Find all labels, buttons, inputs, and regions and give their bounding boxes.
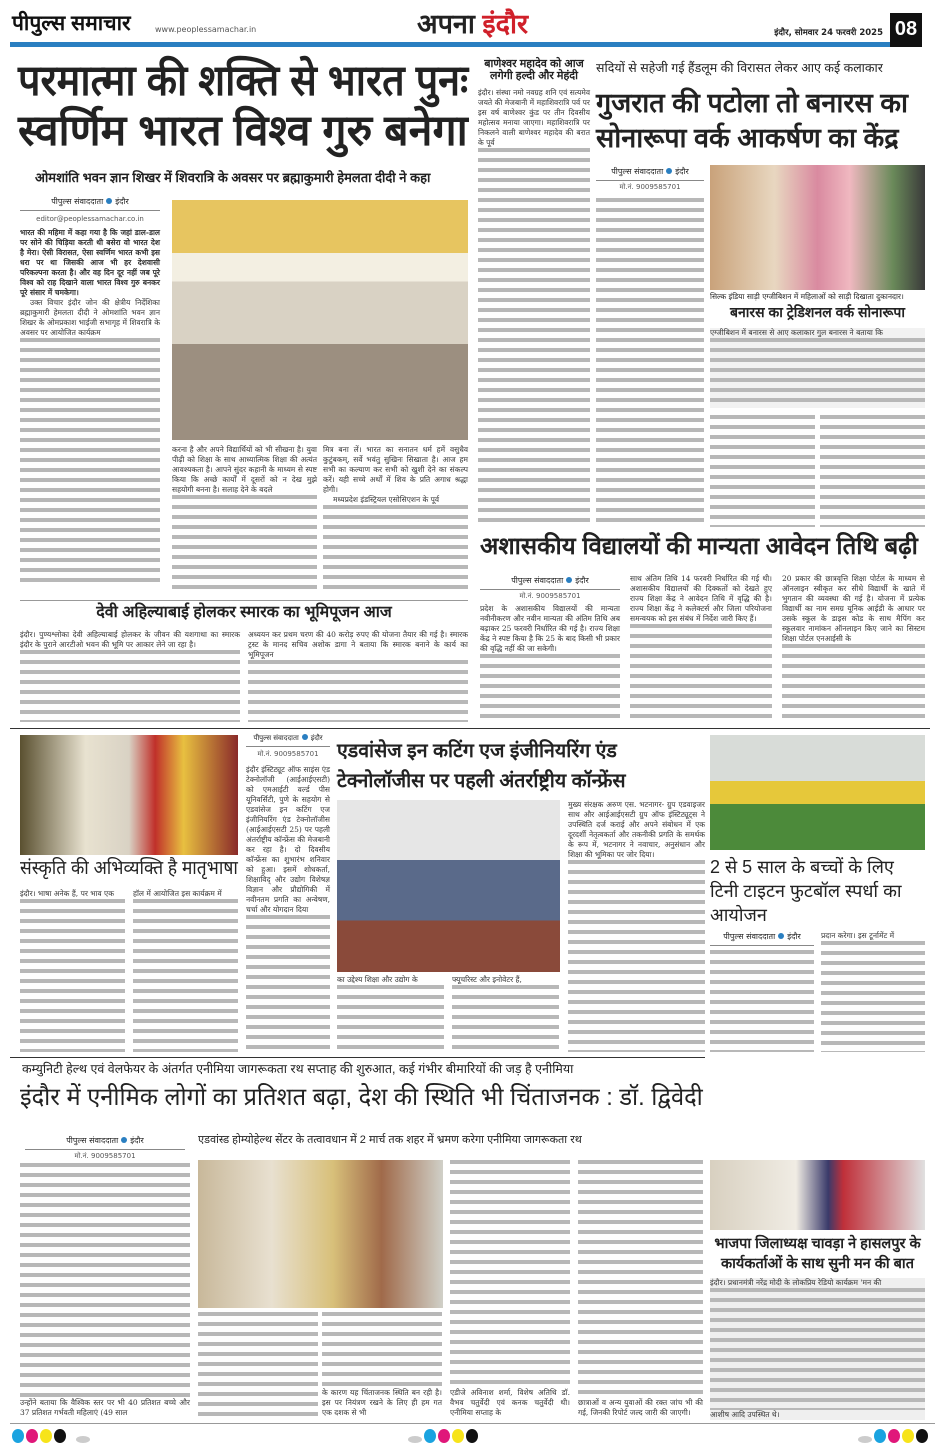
- football-photo-kids: [710, 735, 925, 850]
- lead-column-1: [20, 228, 160, 588]
- bjp-paragraph-1: इंदौर। प्रधानमंत्री नरेंद्र मोदी के लोकप्रिय रेडियो कार्यक्रम 'मन की: [710, 1278, 925, 1288]
- anemia-column-3: [322, 1312, 442, 1418]
- lead-paragraph-5: मध्यप्रदेश इंडस्ट्रियल एसोसिएशन के पूर्व: [323, 495, 468, 505]
- anemia-byline: [25, 1135, 185, 1150]
- byline-text: [51, 196, 128, 207]
- dot-icon: [778, 933, 784, 939]
- bjp-story: [710, 1234, 925, 1420]
- schools-paragraph-3: 20 प्रकार की छात्रवृत्ति शिक्षा पोर्टल के माध्यम से ऑनलाइन स्वीकृत कर सीधे विद्यार्थी के खाते में भुगतान की व्यवस्था की गई है। योजना में प्रत्येक विद्यार्थी का नाम समग्र यूनिक आईडी के आधार पर उसके स्कूल के डाइस कोड के साथ मैपिंग कर स्कूलवार नामांकन ऑनलाइन किए जाने का सिस्टम शिक्षा पोर्टल एनआईसी के: [782, 574, 925, 643]
- culture-paragraph-2: हॉल में आयोजित इस कार्यक्रम में: [133, 889, 238, 899]
- byline-city: इंदौर: [115, 197, 129, 206]
- culture-column-2: [133, 889, 238, 1052]
- byline-name: पीपुल्स संवाददाता: [511, 576, 564, 585]
- handloom-kicker-box: [596, 62, 926, 76]
- anemia-paragraph-3: एडीजे अविनाश शर्मा, विशेष अतिथि डॉ. वैभव चतुर्वेदी एवं कनक चतुर्वेदी थी। एनीमिया सप्ताह के: [450, 1388, 570, 1417]
- football-paragraph-1: प्रदान करेगा। इस टूर्नामेंट में: [821, 931, 925, 941]
- registration-marks-right: [858, 1428, 930, 1447]
- lead-photo-assembly: [172, 200, 468, 440]
- masthead-logo: पीपुल्स समाचार: [12, 12, 131, 35]
- divider: [10, 1057, 705, 1058]
- byline-text: [511, 575, 588, 586]
- anemia-photo-rally: [198, 1160, 443, 1308]
- schools-headline-box: [480, 534, 925, 560]
- conference-column-4: [568, 800, 705, 1052]
- culture-photo-lamp-lighting: [20, 735, 238, 855]
- handloom-headline-line-2: सोनारूपा वर्क आकर्षण का केंद्र: [596, 123, 899, 153]
- schools-paragraph-1: प्रदेश के अशासकीय विद्यालयों की मान्यता नवीनीकरण और नवीन मान्यता की अंतिम तिथि अब बढ़ाकर 25 फरवरी निर्धारित की गई है। राज्य शिक्षा केंद्र ने स्पष्ट किया है कि 25 के बाद किसी भी प्रकार की वृद्धि नहीं की जा सकेगी।: [480, 604, 620, 653]
- schools-mobile-box: [480, 590, 620, 601]
- handloom-subhead: बनारस का ट्रेडिशनल वर्क सोनारूपा: [730, 304, 905, 320]
- handloom-byline: [596, 166, 704, 181]
- schools-headline: अशासकीय विद्यालयों की मान्यता आवेदन तिथि बढ़ी: [480, 533, 918, 560]
- byline-name: पीपुल्स संवाददाता: [723, 932, 776, 941]
- conference-byline: [246, 734, 330, 747]
- lead-byline: [20, 196, 160, 211]
- lead-subhead: ओमशांति भवन ज्ञान शिखर में शिवरात्रि के अवसर पर ब्रह्माकुमारी हेमलता दीदी ने कहा: [35, 170, 431, 185]
- bjp-body: [710, 1278, 925, 1420]
- schools-column-1: [480, 604, 620, 722]
- culture-column-1: [20, 889, 125, 1052]
- anemia-column-5: [578, 1160, 703, 1418]
- ahilya-paragraph-2: अध्ययन कर प्रथम चरण की 40 करोड़ रुपए की योजना तैयार की गई है। स्मारक ट्रस्ट के मानद सचिव अशोक डागा ने बताया कि स्मारक बनाने के कार्य का भूमिपूजन: [248, 630, 468, 659]
- lead-headline-line-1: परमात्मा की शक्ति से भारत पुनः: [18, 57, 469, 105]
- conference-paragraph-2: मुख्य संरक्षक अरुण एस. भटनागर- ग्रुप एडवाइजर साथ और आईआईएसटी ग्रुप ऑफ इंस्टिट्यूट्स ने उपस्थिति दर्ज कराई और अपने संबोधन में एक दूरदर्शी नेतृत्वकर्ता और तकनीकी प्रगति के समर्थक के रूप में, भटनागर ने नवाचार, अनुसंधान और शिक्षा की भूमिका पर जोर दिया।: [568, 800, 705, 859]
- lead-headline-line-2: स्वर्णिम भारत विश्व गुरु बनेगा: [18, 107, 468, 155]
- byline-name: पीपुल्स संवाददाता: [253, 734, 299, 742]
- dot-icon: [302, 734, 308, 740]
- anemia-kicker-box: [22, 1063, 702, 1077]
- page-number: 08: [890, 13, 922, 47]
- anemia-column-1: [20, 1163, 190, 1418]
- schools-column-2: [630, 574, 772, 722]
- handloom-subhead-box: [710, 305, 925, 320]
- handloom-mobile: मो.नं. 9009585701: [619, 183, 681, 191]
- dot-icon: [666, 168, 672, 174]
- handloom-mobile-box: [596, 181, 704, 192]
- byline-name: पीपुल्स संवाददाता: [51, 197, 104, 206]
- conference-mobile-box: [246, 748, 330, 759]
- anemia-paragraph-2: के कारण यह चिंताजनक स्थिति बन रही है। इस पर नियंत्रण रखने के लिए ही हम गत एक दशक से भी: [322, 1388, 442, 1417]
- handloom-photo-caption-box: [710, 292, 925, 302]
- dot-icon: [121, 1137, 127, 1143]
- anemia-mobile: मो.नं. 9009585701: [74, 1152, 136, 1160]
- section-title-text: [417, 10, 528, 40]
- anemia-subhead: एडवांस्ड होम्योहेल्थ सेंटर के तत्वावधान में 2 मार्च तक शहर में भ्रमण करेगा एनीमिया जागरूकता रथ: [198, 1134, 582, 1146]
- footer-rule: [10, 1423, 935, 1424]
- schools-column-3: [782, 574, 925, 722]
- conference-photo-book-launch: [337, 800, 560, 972]
- lead-headline: [18, 56, 468, 156]
- lead-column-3: [323, 445, 468, 590]
- byline-text: [723, 931, 800, 942]
- handloom-column-3: [820, 415, 925, 527]
- sidebar-story: [478, 58, 590, 525]
- divider: [20, 600, 468, 601]
- lead-paragraph-1: भारत की महिमा में कहा गया है कि जहां डाल-डाल पर सोने की चिड़िया करती थी बसेरा वो भारत देश है मेरा। ऐसी विरासत, ऐसा स्वर्णिम भारत कभी इस धरा पर था जिसकी आज भी हर देशवासी परिकल्पना करता है। और वह दिन दूर नहीं जब पूरे विश्व को राह दिखाने वाला भारत विश्व गुरु बनकर पूरे संसार में चमकेगा।: [20, 228, 160, 297]
- divider: [10, 728, 930, 729]
- ahilya-headline: देवी अहिल्याबाई होलकर स्मारक का भूमिपूजन आज: [96, 604, 392, 621]
- byline-city: इंदौर: [310, 734, 323, 742]
- masthead-logo-box: [12, 12, 150, 35]
- culture-paragraph-1: इंदौर। भाषा अनेक हैं, पर भाव एक: [20, 889, 125, 899]
- lead-paragraph-2: उक्त विचार इंदौर जोन की क्षेत्रीय निर्देशिका ब्रह्माकुमारी हेमलता दीदी ने ओमशांति भवन ज्ञान शिखर के ओमप्रकाश भाईजी सभागृह में शिवरात्रि के अवसर पर आयोजित कार्यक्रम: [20, 298, 160, 337]
- byline-name: पीपुल्स संवाददाता: [66, 1136, 119, 1145]
- lead-email[interactable]: editor@peoplessamachar.co.in: [36, 215, 144, 223]
- anemia-column-2: [198, 1312, 318, 1418]
- ahilya-column-1: [20, 630, 240, 722]
- handloom-photo-saree: [710, 165, 925, 290]
- schools-paragraph-2: साथ अंतिम तिथि 14 फरवरी निर्धारित की गई थी। अशासकीय विद्यालयों की दिक्कतों को देखते हुए राज्य शिक्षा केंद्र ने आवेदन तिथि में वृद्धि की है। राज्य शिक्षा केंद्र ने कलेक्टर्स और जिला परियोजना समन्वयक को इस संबंध में निर्देश जारी किए हैं।: [630, 574, 772, 623]
- dot-icon: [566, 577, 572, 583]
- anemia-kicker: कम्युनिटी हेल्थ एवं वेलफेयर के अंतर्गत एनीमिया जागरूकता रथ सप्ताह की शुरुआत, कई गंभीर बीमारियों की जड़ है एनीमिया: [22, 1062, 574, 1076]
- sidebar-headline: बाणेश्वर महादेव को आज लगेगी हल्दी और मेहंदी: [484, 58, 584, 83]
- football-column-1-wrap: [710, 931, 814, 1052]
- byline-text: [66, 1135, 143, 1146]
- football-columns: [710, 931, 925, 1052]
- handloom-kicker: सदियों से सहेजी गई हैंडलूम की विरासत लेकर आए कई कलाकार: [596, 61, 883, 75]
- website-url-box: [155, 25, 275, 34]
- ahilya-headline-box: [20, 604, 468, 622]
- byline-text: [611, 166, 688, 177]
- anemia-mobile-box: [25, 1150, 185, 1161]
- conference-headline: [337, 736, 705, 796]
- conference-paragraph-1: इंदौर इंस्टिट्यूट ऑफ साइंस एंड टेक्नोलॉजी (आईआईएसटी) को एमआईटी वर्ल्ड पीस यूनिवर्सिटी, पुणे के सहयोग से एडवांसेज इन कटिंग एज इंजीनियरिंग एंड टेक्नोलॉजीस (आईआईएसटी 25) पर पहली अंतर्राष्ट्रीय कॉन्फ्रेंस की मेजबानी कर रहा है। दो दिवसीय कॉन्फ्रेंस का शुभारंभ शनिवार को हुआ। इसमें शोधकर्ता, शिक्षाविद् और उद्योग विशेषज्ञ विज्ञान और प्रौद्योगिकी में नवीनतम प्रगति का अन्वेषण, चर्चा और योगदान दिया: [246, 765, 330, 914]
- schools-byline: [480, 575, 620, 590]
- section-city: इंदौर: [482, 9, 529, 39]
- ahilya-paragraph-1: इंदौर। पुण्यश्लोका देवी अहिल्याबाई होलकर के जीवन की यशगाथा का स्मारक इंदौर के पुराने आरटीओ भवन की भूमि पर आकार लेने जा रहा है।: [20, 630, 240, 649]
- ahilya-column-2: [248, 630, 468, 722]
- byline-city: इंदौर: [130, 1136, 144, 1145]
- handloom-column-2: [710, 415, 815, 527]
- conference-paragraph-3: का उद्देश्य शिक्षा और उद्योग के: [337, 975, 444, 985]
- registration-marks-left: [12, 1428, 92, 1447]
- anemia-headline-box: [20, 1085, 703, 1112]
- schools-mobile: मो.नं. 9009585701: [519, 592, 581, 600]
- handloom-column-1: [596, 198, 704, 528]
- byline-city: इंदौर: [575, 576, 589, 585]
- football-column-1: [710, 950, 814, 1052]
- byline-text: [253, 734, 322, 743]
- byline-name: पीपुल्स संवाददाता: [611, 167, 664, 176]
- byline-city: इंदौर: [675, 167, 689, 176]
- bjp-photo-mann-ki-baat: [710, 1160, 925, 1230]
- dateline: इंदौर, सोमवार 24 फरवरी 2025: [774, 28, 883, 38]
- culture-story: [20, 859, 238, 1052]
- dateline-box: [700, 27, 883, 38]
- website-url[interactable]: www.peoplessamachar.in: [155, 25, 257, 34]
- conference-column-1: [246, 765, 330, 1052]
- handloom-paragraph: एग्जीबिशन में बनारस से आए कलाकार गुल बनारस ने बताया कि: [710, 328, 925, 338]
- handloom-headline-line-1: गुजरात की पटोला तो बनारस का: [596, 88, 908, 118]
- football-column-2: [821, 931, 925, 1052]
- anemia-column-4: [450, 1160, 570, 1418]
- anemia-paragraph-1: उन्होंने बताया कि वैश्विक स्तर पर भी 40 प्रतिशत बच्चे और 37 प्रतिशत गर्भवती महिलाएं (49 साल: [20, 1398, 190, 1417]
- bjp-headline: भाजपा जिलाध्यक्ष चावड़ा ने हासलपुर के कार्यकर्ताओं के साथ सुनी मन की बात: [714, 1236, 921, 1272]
- anemia-subhead-box: [198, 1134, 703, 1146]
- conference-paragraph-4: फ्यूचरिस्ट और इनोवेटर हैं,: [452, 975, 559, 985]
- culture-headline: संस्कृति की अभिव्यक्ति है मातृभाषा: [20, 858, 238, 879]
- handloom-photo-caption: सिल्क इंडिया साड़ी एग्जीबिशन में महिलाओं को साड़ी दिखाता दुकानदार।: [710, 292, 904, 301]
- header-rule: [10, 42, 890, 47]
- lead-email-box: [20, 213, 160, 223]
- conference-column-2: [337, 975, 444, 1052]
- lead-paragraph-4: मित्र बना लें। भारत का सनातन धर्म हमें वसुधैव कुटुंबकम्, सर्वे भवंतु सुखिनः सिखाता है। आज हम सभी का कल्याण कर सभी को खुशी देने का संकल्प करें। यही सच्चे अर्थों में शिव के प्रति अगाध श्रद्धा होगी।: [323, 445, 468, 494]
- sidebar-paragraph: इंदौर। संस्था नमो नवग्रह शनि एवं सत्यमेव जयते की मेजबानी में महाशिवरात्रि पर्व पर इस वर्ष बाणेश्वर कुंड पर तीन दिवसीय महोत्सव मनाया जाएगा। महाशिवरात्रि पर निकलने वाली बाणेश्वर महादेव की बरात के पूर्व: [478, 88, 590, 148]
- registration-marks-center: [408, 1428, 480, 1447]
- football-story: [710, 855, 925, 1052]
- lead-paragraph-3: करना है और अपने विद्यार्थियों को भी सीखना है। युवा पीढ़ी को शिक्षा के साथ आध्यात्मिक शिक्षा की अत्यंत आवश्यकता है। आपने सुंदर कहानी के माध्यम से स्पष्ट किया कि अच्छे कार्यों में दूसरों को न देख मुझे सहयोगी बनना है। सलाह देने के बदले: [172, 445, 317, 494]
- byline-city: इंदौर: [787, 932, 801, 941]
- dot-icon: [106, 198, 112, 204]
- conference-headline-line-1: एडवांसेज इन कटिंग एज इंजीनियरिंग एंड: [337, 740, 617, 762]
- lead-subhead-box: [35, 171, 468, 185]
- football-byline: [710, 931, 814, 946]
- culture-headline-box: [20, 859, 238, 883]
- handloom-subhead-body: [710, 328, 925, 408]
- conference-column-3: [452, 975, 559, 1052]
- culture-columns: [20, 889, 238, 1052]
- conference-headline-line-2: टेक्नोलॉजीस पर पहली अंतर्राष्ट्रीय कॉन्फ्रेंस: [337, 770, 626, 792]
- anemia-headline: इंदौर में एनीमिक लोगों का प्रतिशत बढ़ा, देश की स्थिति भी चिंताजनक : डॉ. द्विवेदी: [20, 1084, 703, 1111]
- handloom-headline: [596, 86, 926, 156]
- football-headline: 2 से 5 साल के बच्चों के लिए टिनी टाइटन फुटबॉल स्पर्धा का आयोजन: [710, 857, 902, 925]
- anemia-paragraph-4: छात्राओं व अन्य युवाओं की रक्त जांच भी की गई, जिनकी रिपोर्ट जल्द जारी की जाएगी।: [578, 1398, 703, 1417]
- section-prefix: अपना: [416, 9, 475, 39]
- section-title: [380, 10, 565, 40]
- conference-mobile: मो.नं. 9009585701: [257, 750, 319, 758]
- sidebar-body: [478, 88, 590, 525]
- bjp-paragraph-end: आशीष आदि उपस्थित थे।: [710, 1410, 925, 1420]
- lead-column-2: [172, 445, 317, 590]
